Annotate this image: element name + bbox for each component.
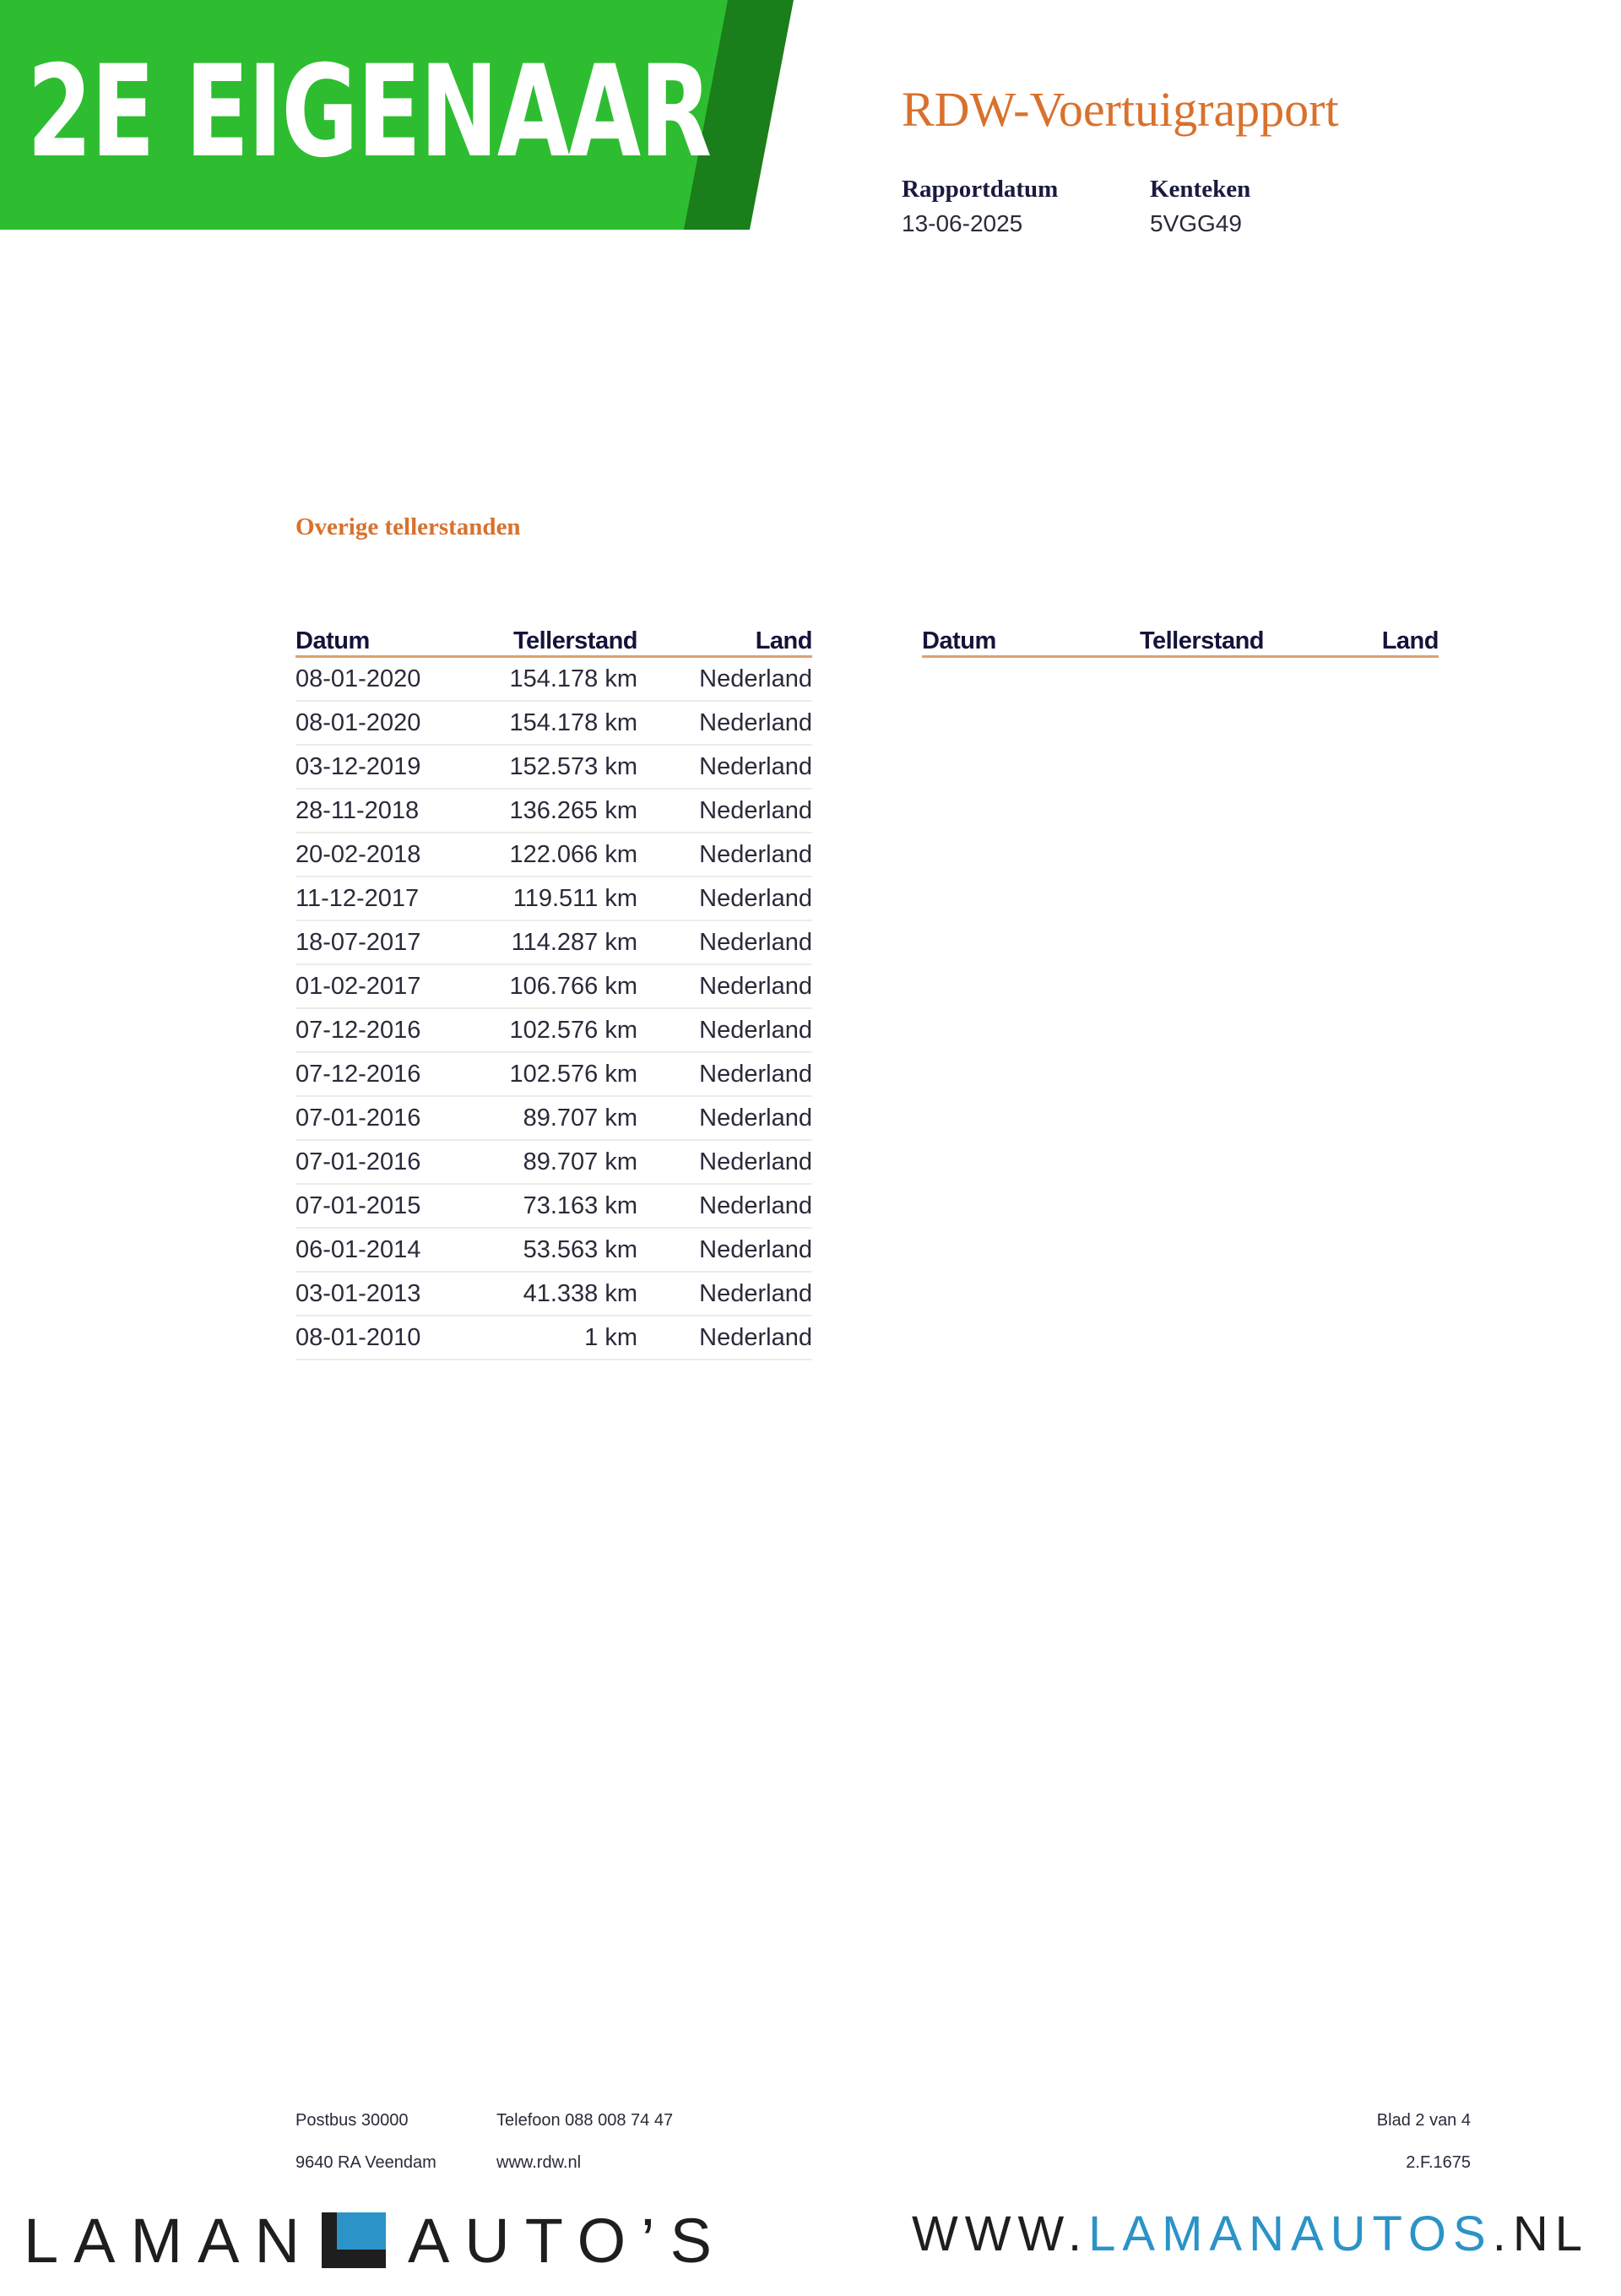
cell-land: Nederland bbox=[699, 1148, 812, 1175]
table-row bbox=[295, 658, 812, 702]
cell-land: Nederland bbox=[699, 1191, 812, 1219]
cell-land: Nederland bbox=[699, 708, 812, 736]
cell-tellerstand: 152.573 km bbox=[509, 752, 637, 780]
document-footer bbox=[0, 2111, 1621, 2168]
table-row bbox=[295, 1097, 812, 1141]
logo-word-laman: LAMAN bbox=[24, 2205, 315, 2276]
logo-word-autos: AUTO’S bbox=[407, 2205, 727, 2276]
footer-website: www.rdw.nl bbox=[496, 2153, 582, 2168]
cell-datum: 07-01-2016 bbox=[295, 1104, 421, 1132]
website-url[interactable] bbox=[912, 2206, 1589, 2262]
table-row bbox=[295, 921, 812, 965]
header-tellerstand: Tellerstand bbox=[512, 627, 637, 654]
cell-land: Nederland bbox=[699, 1016, 812, 1044]
cell-land: Nederland bbox=[699, 972, 812, 1000]
cell-tellerstand: 1 km bbox=[584, 1323, 637, 1351]
cell-datum: 07-12-2016 bbox=[295, 1060, 421, 1088]
header-tellerstand: Tellerstand bbox=[1139, 627, 1264, 654]
header-datum: Datum bbox=[922, 627, 996, 654]
cell-datum: 18-07-2017 bbox=[295, 928, 421, 956]
footer-page-number: Blad 2 van 4 bbox=[1376, 2111, 1471, 2130]
odometer-table-left bbox=[295, 623, 812, 1360]
cell-land: Nederland bbox=[699, 884, 812, 912]
cell-land: Nederland bbox=[699, 1235, 812, 1263]
cell-land: Nederland bbox=[699, 752, 812, 780]
footer-telefoon: Telefoon 088 008 74 47 bbox=[496, 2111, 674, 2130]
table-body bbox=[295, 658, 812, 1360]
cell-land: Nederland bbox=[699, 1060, 812, 1088]
table-row bbox=[295, 702, 812, 746]
cell-land: Nederland bbox=[699, 796, 812, 824]
report-title: RDW-Voertuigrapport bbox=[902, 82, 1339, 137]
cell-tellerstand: 102.576 km bbox=[509, 1060, 637, 1088]
odometer-table-right bbox=[922, 623, 1439, 658]
table-row bbox=[295, 1273, 812, 1316]
cell-tellerstand: 41.338 km bbox=[523, 1279, 637, 1307]
cell-datum: 06-01-2014 bbox=[295, 1235, 421, 1263]
cell-tellerstand: 154.178 km bbox=[509, 665, 637, 692]
cell-tellerstand: 102.576 km bbox=[509, 1016, 637, 1044]
cell-datum: 20-02-2018 bbox=[295, 840, 421, 868]
table-row bbox=[295, 1141, 812, 1185]
report-date-label: Rapportdatum bbox=[902, 176, 1059, 203]
footer-code: 2.F.1675 bbox=[1406, 2153, 1471, 2168]
footer-address: 9640 RA Veendam bbox=[295, 2153, 436, 2168]
brand-banner bbox=[0, 0, 794, 230]
cell-datum: 07-01-2016 bbox=[295, 1148, 421, 1175]
report-date-value: 13-06-2025 bbox=[902, 210, 1023, 236]
url-suffix: .NL bbox=[1492, 2206, 1589, 2261]
cell-datum: 03-01-2013 bbox=[295, 1279, 421, 1307]
header-land: Land bbox=[755, 627, 812, 654]
cell-datum: 11-12-2017 bbox=[295, 884, 420, 912]
plate-value: 5VGG49 bbox=[1150, 210, 1242, 236]
table-row bbox=[295, 746, 812, 790]
cell-tellerstand: 89.707 km bbox=[523, 1104, 637, 1132]
table-row bbox=[295, 1009, 812, 1053]
cell-land: Nederland bbox=[699, 840, 812, 868]
cell-datum: 07-12-2016 bbox=[295, 1016, 421, 1044]
table-row bbox=[295, 1316, 812, 1360]
url-prefix: WWW. bbox=[911, 2206, 1089, 2261]
table-row bbox=[295, 790, 812, 833]
cell-land: Nederland bbox=[699, 1323, 812, 1351]
cell-datum: 08-01-2020 bbox=[295, 708, 421, 736]
table-row bbox=[295, 965, 812, 1009]
cell-tellerstand: 122.066 km bbox=[509, 840, 637, 868]
table-row bbox=[295, 877, 812, 921]
cell-datum: 01-02-2017 bbox=[295, 972, 421, 1000]
cell-land: Nederland bbox=[699, 665, 812, 692]
cell-land: Nederland bbox=[699, 1279, 812, 1307]
banner-title: 2E EIGENAAR bbox=[27, 39, 711, 186]
table-row bbox=[295, 1185, 812, 1229]
report-date-block bbox=[902, 176, 1058, 237]
cell-tellerstand: 136.265 km bbox=[509, 796, 637, 824]
table-row bbox=[295, 1053, 812, 1097]
header-land: Land bbox=[1381, 627, 1439, 654]
cell-datum: 07-01-2015 bbox=[295, 1191, 421, 1219]
cell-datum: 08-01-2010 bbox=[295, 1323, 421, 1351]
url-main: LAMANAUTOS bbox=[1088, 2206, 1493, 2261]
table-header bbox=[295, 623, 812, 658]
cell-tellerstand: 119.511 km bbox=[512, 884, 637, 912]
cell-datum: 03-12-2019 bbox=[295, 752, 421, 780]
cell-datum: 28-11-2018 bbox=[295, 796, 420, 824]
cell-tellerstand: 154.178 km bbox=[509, 708, 637, 736]
section-title: Overige tellerstanden bbox=[295, 513, 521, 540]
cell-land: Nederland bbox=[699, 928, 812, 956]
cell-tellerstand: 114.287 km bbox=[511, 928, 637, 956]
table-row bbox=[295, 833, 812, 877]
cell-tellerstand: 53.563 km bbox=[523, 1235, 637, 1263]
cell-tellerstand: 73.163 km bbox=[523, 1191, 637, 1219]
cell-land: Nederland bbox=[699, 1104, 812, 1132]
cell-tellerstand: 106.766 km bbox=[509, 972, 637, 1000]
cell-tellerstand: 89.707 km bbox=[523, 1148, 637, 1175]
plate-block bbox=[1150, 176, 1250, 237]
logo-mark-icon bbox=[322, 2212, 386, 2268]
table-header bbox=[922, 623, 1439, 658]
header-datum: Datum bbox=[295, 627, 370, 654]
footer-postbus: Postbus 30000 bbox=[295, 2111, 409, 2130]
table-row bbox=[295, 1229, 812, 1273]
laman-autos-logo bbox=[24, 2202, 727, 2278]
plate-label: Kenteken bbox=[1150, 176, 1251, 203]
cell-datum: 08-01-2020 bbox=[295, 665, 421, 692]
